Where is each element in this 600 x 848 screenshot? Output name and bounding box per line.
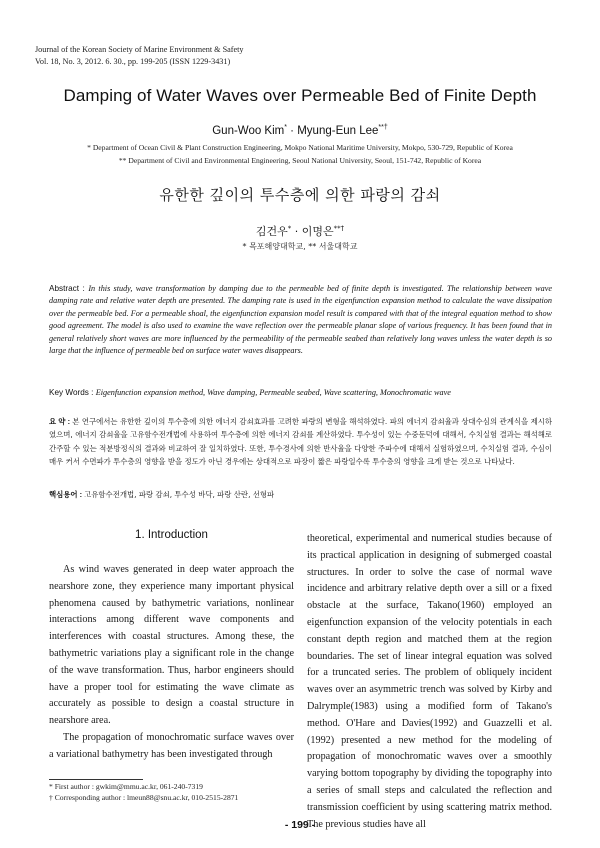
author-name: Gun-Woo Kim xyxy=(212,124,285,137)
footnote-divider xyxy=(49,779,143,780)
journal-name: Journal of the Korean Society of Marine Environment & Safety xyxy=(35,45,244,54)
footnotes xyxy=(49,781,238,803)
footnote: * First author : gwkim@mmu.ac.kr, 061-240-7319 xyxy=(49,782,203,791)
author-name: Myung-Eun Lee xyxy=(297,124,379,137)
affiliation: ** Department of Civil and Environmental Engineering, Seoul National University, Seoul, 151-742, Republic of Korea xyxy=(118,156,482,165)
affiliation: * Department of Ocean Civil & Plant Construction Engineering, Mokpo National Maritime University, Mokpo, 530-729, Republic of Korea xyxy=(87,143,513,152)
author-mark: **† xyxy=(333,224,345,233)
korean-title: 유한한 깊이의 투수층에 의한 파랑의 감쇠 xyxy=(159,186,441,204)
paper-title: Damping of Water Waves over Permeable Bed of Finite Depth xyxy=(63,86,537,105)
korean-author-line xyxy=(0,223,600,239)
korean-affiliation: * 목포해양대학교, ** 서울대학교 xyxy=(242,242,358,251)
korean-abstract-text: 본 연구에서는 유한한 깊이의 투수층에 의한 에너지 감쇠효과를 고려한 파랑의 변형을 해석하였다. 파의 에너지 감쇠율과 상대수심의 관계식을 제시하였으며, 에너지 감쇠율을 고유함수전개법에 사용하여 투수층에 의한 에너지 감쇠를 계산하였다. 투수성이 있는 수중둔덕에 대해서, 수치실험 결과는 해석해로 간주할 수 있는 적분방정식의 결과와 비교하여 잘 일치하였다. 또한, 투수경사에 의한 반사율을 다양한 주파수에 대해서 실험하였으며, 수치실험 결과, 수심이 매우 커서 수면파가 투수층의 영향을 받을 정도가 아닌 경우에는 상대적으로 파장이 짧은 파랑일수록 투수층의 영향을 크게 받는 것으로 나타났다. xyxy=(49,417,552,467)
author-separator: · xyxy=(286,124,298,137)
author-mark: * xyxy=(287,224,292,233)
keywords xyxy=(49,387,552,399)
korean-author-name: 김건우 xyxy=(255,225,288,238)
author-mark: * xyxy=(284,124,287,131)
korean-author-name: 이명은 xyxy=(301,225,334,238)
author-separator: · xyxy=(291,225,302,238)
korean-keywords-label: 핵심용어 : xyxy=(49,490,85,499)
author-mark: **† xyxy=(378,124,388,131)
body-column-left xyxy=(49,562,294,764)
korean-abstract xyxy=(49,415,552,469)
page-number: - 199 - xyxy=(284,819,316,831)
abstract-label: Abstract : xyxy=(49,284,89,293)
author-line xyxy=(0,124,600,137)
body-column-right xyxy=(307,531,552,833)
korean-abstract-label: 요 약 : xyxy=(49,417,73,426)
body-paragraph: As wind waves generated in deep water approach the nearshore zone, they experience many important physical phenomena caused by bathymetric variations, nonlinear interactions among different wave components and interferences with coastal structures. Among these, the bathymetric variations play a significant role in the change of the wave transformation. Thus, harbor engineers should have a proper tool for estimating the wave climate as accurately as possible to design a coastal structure in nearshore area. xyxy=(49,564,294,727)
body-paragraph: The propagation of monochromatic surface waves over a variational bathymetry has been investigated through xyxy=(49,731,294,760)
footnote: † Corresponding author : lmeun88@snu.ac.kr, 010-2515-2871 xyxy=(49,793,239,802)
abstract-text: In this study, wave transformation by damping due to the permeable bed of finite depth is investigated. The relationship between wave damping rate and relative water depth are presented. The damping rate is used in the eigenfunction expansion method to calculate the wave dissipation over the permeable bed. For a permeable shoal, the eigenfunction expansion model result is compared with that of the integral equation method to show good agreement. The model is also used to examine the wave reflection over the permeable planar slope of various frequency. It has been found that in general relatively short waves are more influenced by the permeability of the permeable seabed than relatively long waves unless the water depth is so large that the influence of permeable bed on surface water waves disappears. xyxy=(49,284,553,356)
journal-header xyxy=(35,44,244,68)
journal-volume: Vol. 18, No. 3, 2012. 6. 30., pp. 199-205 (ISSN 1229-3431) xyxy=(35,57,231,66)
korean-keywords-text: 고유함수전개법, 파랑 감쇠, 투수성 바닥, 파랑 산란, 선형파 xyxy=(84,490,275,499)
korean-keywords xyxy=(49,489,552,500)
body-paragraph: theoretical, experimental and numerical studies because of its practical application in designing of submerged coastal structures. In order to solve the case of normal wave incidence and arbitrary relative depth over a sill or a fixed obstacle at the surface, Takano(1960) employed an eigenfunction expansion of the velocity potentials in each constant depth region and matched them at the region boundaries. The set of linear integral equation was solved for a truncated series. The problem of obliquely incident waves over an asymmetric trench was solved by Kirby and Dalrymple(1983) using a modified form of Takano's method. O'Hare and Davies(1992) and Guazzelli et al.(1992) presented a new method for the modeling of propagation of monochromatic waves over a smoothly varying bottom topography by dividing the topography into a series of small steps and calculated the reflection and transmission coefficient by using scattering matrix method. The previous studies have all xyxy=(307,533,552,830)
abstract xyxy=(49,283,552,357)
keywords-text: Eigenfunction expansion method, Wave damping, Permeable seabed, Wave scattering, Monochromatic wave xyxy=(95,388,451,397)
keywords-label: Key Words : xyxy=(49,388,96,397)
section-heading: 1. Introduction xyxy=(135,529,208,541)
